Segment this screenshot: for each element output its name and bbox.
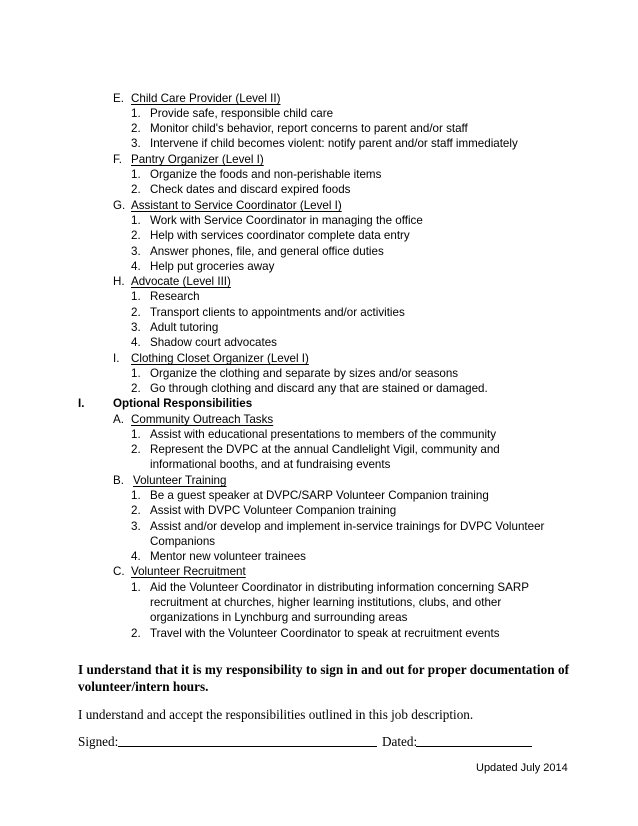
list-item: Provide safe, responsible child care bbox=[150, 107, 334, 120]
list-item: Help put groceries away bbox=[150, 260, 275, 273]
section-title: Volunteer Training bbox=[133, 474, 227, 487]
item-number: 1. bbox=[131, 168, 141, 181]
item-number: 2. bbox=[131, 306, 141, 319]
list-item: Travel with the Volunteer Coordinator to speak at recruitment events bbox=[150, 627, 500, 640]
item-number: 1. bbox=[131, 290, 141, 303]
item-number: 3. bbox=[131, 137, 141, 150]
list-item: Organize the foods and non-perishable items bbox=[150, 168, 382, 181]
item-number: 1. bbox=[131, 214, 141, 227]
item-number: 4. bbox=[131, 550, 141, 563]
signed-label: Signed: bbox=[78, 734, 119, 749]
list-item: Assist with DVPC Volunteer Companion training bbox=[150, 504, 397, 517]
list-item: Work with Service Coordinator in managing the office bbox=[150, 214, 423, 227]
item-number: 1. bbox=[131, 107, 141, 120]
item-number: 4. bbox=[131, 260, 141, 273]
section-letter: A. bbox=[113, 413, 124, 426]
item-number: 2. bbox=[131, 504, 141, 517]
section-letter: F. bbox=[113, 153, 123, 166]
item-number: 1. bbox=[131, 428, 141, 441]
section-letter: I. bbox=[113, 352, 120, 365]
item-number: 2. bbox=[131, 183, 141, 196]
list-item: Intervene if child becomes violent: notify parent and/or staff immediately bbox=[150, 137, 518, 150]
list-item: Aid the Volunteer Coordinator in distributing information concerning SARP bbox=[150, 581, 529, 594]
list-item: Be a guest speaker at DVPC/SARP Volunteer Companion training bbox=[150, 489, 489, 502]
section-title: Assistant to Service Coordinator (Level I) bbox=[131, 199, 342, 212]
section-title: Community Outreach Tasks bbox=[131, 413, 274, 426]
list-item: Mentor new volunteer trainees bbox=[150, 550, 306, 563]
item-number: 1. bbox=[131, 489, 141, 502]
responsibility-statement-continued: volunteer/intern hours. bbox=[78, 679, 209, 694]
section-letter: C. bbox=[113, 565, 125, 578]
item-number: 2. bbox=[131, 627, 141, 640]
item-number: 4. bbox=[131, 336, 141, 349]
list-item: Answer phones, file, and general office duties bbox=[150, 245, 384, 258]
item-number: 2. bbox=[131, 229, 141, 242]
list-item: Research bbox=[150, 290, 200, 303]
item-number: 1. bbox=[131, 367, 141, 380]
section-letter: G. bbox=[113, 199, 126, 212]
list-item-continued: recruitment at churches, higher learning institutions, clubs, and other bbox=[150, 596, 502, 609]
item-number: 2. bbox=[131, 443, 141, 456]
section-letter: H. bbox=[113, 275, 125, 288]
item-number: 3. bbox=[131, 321, 141, 334]
list-item: Assist and/or develop and implement in-service trainings for DVPC Volunteer bbox=[150, 520, 545, 533]
section-title: Pantry Organizer (Level I) bbox=[131, 153, 264, 166]
list-item: Shadow court advocates bbox=[150, 336, 277, 349]
item-number: 3. bbox=[131, 520, 141, 533]
updated-date: Updated July 2014 bbox=[476, 762, 568, 774]
section-title: Volunteer Recruitment bbox=[131, 565, 246, 578]
list-item: Go through clothing and discard any that are stained or damaged. bbox=[150, 382, 488, 395]
list-item-continued: organizations in Lynchburg and surrounding areas bbox=[150, 611, 408, 624]
list-item-continued: informational booths, and at fundraising events bbox=[150, 458, 391, 471]
list-item: Monitor child's behavior, report concerns to parent and/or staff bbox=[150, 122, 468, 135]
list-item: Represent the DVPC at the annual Candlelight Vigil, community and bbox=[150, 443, 500, 456]
list-item: Adult tutoring bbox=[150, 321, 219, 334]
list-item: Check dates and discard expired foods bbox=[150, 183, 351, 196]
section-title: Clothing Closet Organizer (Level I) bbox=[131, 352, 309, 365]
list-item: Transport clients to appointments and/or activities bbox=[150, 306, 405, 319]
item-number: 1. bbox=[131, 581, 141, 594]
list-item-continued: Companions bbox=[150, 535, 216, 548]
item-number: 3. bbox=[131, 245, 141, 258]
section-numeral: I. bbox=[78, 397, 85, 410]
item-number: 2. bbox=[131, 122, 141, 135]
list-item: Help with services coordinator complete data entry bbox=[150, 229, 410, 242]
responsibility-statement: I understand that it is my responsibility to sign in and out for proper documentation of bbox=[78, 662, 570, 677]
section-letter: E. bbox=[113, 92, 124, 105]
dated-label: Dated: bbox=[382, 734, 418, 749]
list-item: Assist with educational presentations to members of the community bbox=[150, 428, 497, 441]
acceptance-text: I understand and accept the responsibilities outlined in this job description. bbox=[78, 707, 474, 722]
date-line[interactable] bbox=[416, 746, 532, 747]
list-item: Organize the clothing and separate by sizes and/or seasons bbox=[150, 367, 459, 380]
item-number: 2. bbox=[131, 382, 141, 395]
section-letter: B. bbox=[113, 474, 124, 487]
section-title: Advocate (Level III) bbox=[131, 275, 231, 288]
optional-heading: Optional Responsibilities bbox=[113, 397, 253, 410]
signature-line[interactable] bbox=[118, 746, 377, 747]
section-title: Child Care Provider (Level II) bbox=[131, 92, 281, 105]
